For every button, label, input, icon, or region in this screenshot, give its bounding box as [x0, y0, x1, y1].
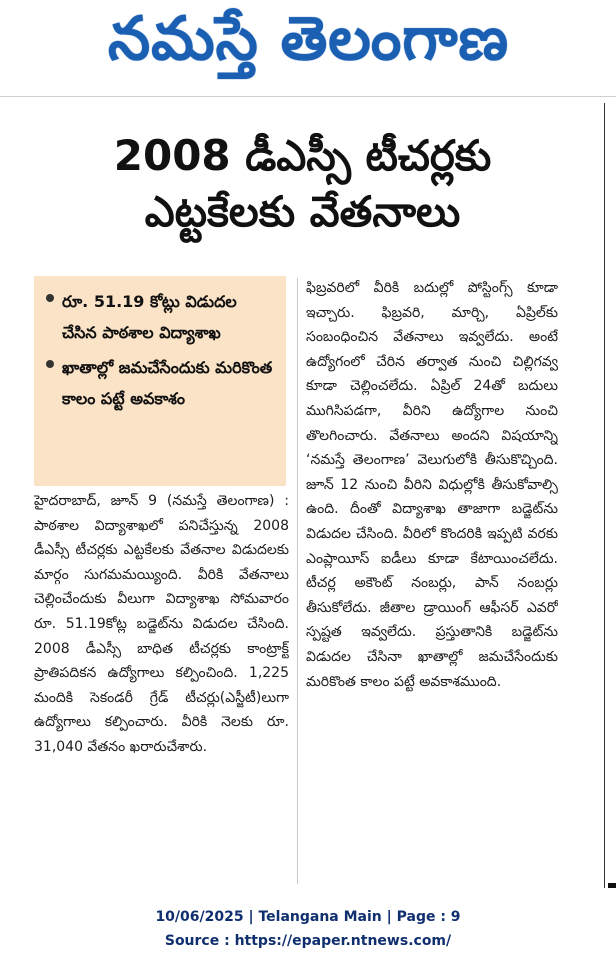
highlight-text: ఖాతాల్లో జమచేసేందుకు మరికొంత కాలం పట్టే అవకాశం: [62, 358, 273, 408]
article-body-left-column: హైదరాబాద్, జూన్ 9 (నమస్తే తెలంగాణ) : పాఠశాల విద్యాశాఖలో పనిచేస్తున్న 2008 డీఎస్సీ టీచర్లకు ఎట్టకేలకు వేతనాల విడుదలకు మార్గం సుగమమయ్యింది. వీరికి వేతనాలు చెల్లించేందుకు వీలుగా విద్యాశాఖ సోమవారం రూ. 51.19కోట్ల బడ్జెట్‌ను విడుదల చేసింది. 2008 డీఎస్సీ బాధిత టీచర్లకు కాంట్రాక్ట్ ప్రాతిపదికన ఉద్యోగాలు కల్పించింది. 1,225 మందికి సెకండరీ గ్రేడ్ టీచర్లు(ఎస్జీటీ)లుగా ఉద్యోగాలు కల్పించారు. వీరికి నెలకు రూ. 31,040 వేతనం ఖరారుచేశారు.: [34, 493, 289, 755]
highlights-box: [34, 276, 286, 486]
bullet-icon: [46, 360, 54, 368]
newspaper-logo: నమస్తే తెలంగాణ: [108, 4, 510, 74]
edition-info: 10/06/2025 | Telangana Main | Page : 9: [155, 909, 461, 925]
masthead: [0, 0, 616, 118]
adjacent-article-edge: [604, 103, 616, 888]
headline-line-2: ఎట్టకేలకు వేతనాలు: [144, 187, 461, 236]
highlight-item: [46, 286, 276, 348]
headline-line-1: 2008 డీఎస్సీ టీచర్లకు: [113, 131, 492, 180]
article-body-right-column: ఫిబ్రవరిలో వీరికి బదుల్లో పోస్టింగ్స్ కూడా ఇచ్చారు. ఫిబ్రవరి, మార్చి, ఏప్రిల్‌కు సంబంధించిన వేతనాలు ఇవ్వలేదు. అంటే ఉద్యోగంలో చేరిన తర్వాత నుంచి చిల్లిగవ్వ కూడా చెల్లించలేదు. ఏప్రిల్ 24తో బదులు ముగిసిపడగా, వీరిని ఉద్యోగాల నుంచి తొలగించారు. వేతనాలు అందని విషయాన్ని ‘నమస్తే తెలంగాణ’ వెలుగులోకి తీసుకొచ్చింది. జూన్ 12 నుంచి వీరిని విధుల్లోకి తీసుకోవాల్సి ఉంది. దీంతో విద్యాశాఖ తాజాగా బడ్జెట్‌ను విడుదల చేసింది. వీరిలో కొందరికి ఇప్పటి వరకు ఎంప్లాయీస్ ఐడీలు కూడా కేటాయించలేదు. టీచర్ల అకౌంట్ నంబర్లు, పాన్ నంబర్లు తీసుకోలేదు. జీతాల డ్రాయింగ్ ఆఫీసర్ ఎవరో స్పష్టత ఇవ్వలేదు. ప్రస్తుతానికి బడ్జెట్‌ను విడుదల చేసినా ఖాతాల్లో జమచేసేందుకు మరికొంత కాలం పట్టే అవకాశముంది.: [306, 280, 558, 690]
bullet-icon: [46, 294, 54, 302]
article-headline: [30, 128, 575, 240]
source-url: Source : https://epaper.ntnews.com/: [164, 933, 452, 949]
column-divider: [297, 278, 298, 884]
masthead-divider: [0, 96, 616, 97]
page-footer: [0, 905, 616, 953]
highlight-text: రూ. 51.19 కోట్లు విడుదల చేసిన పాఠశాల విద్యాశాఖ: [62, 292, 237, 342]
highlight-item: [46, 352, 276, 414]
